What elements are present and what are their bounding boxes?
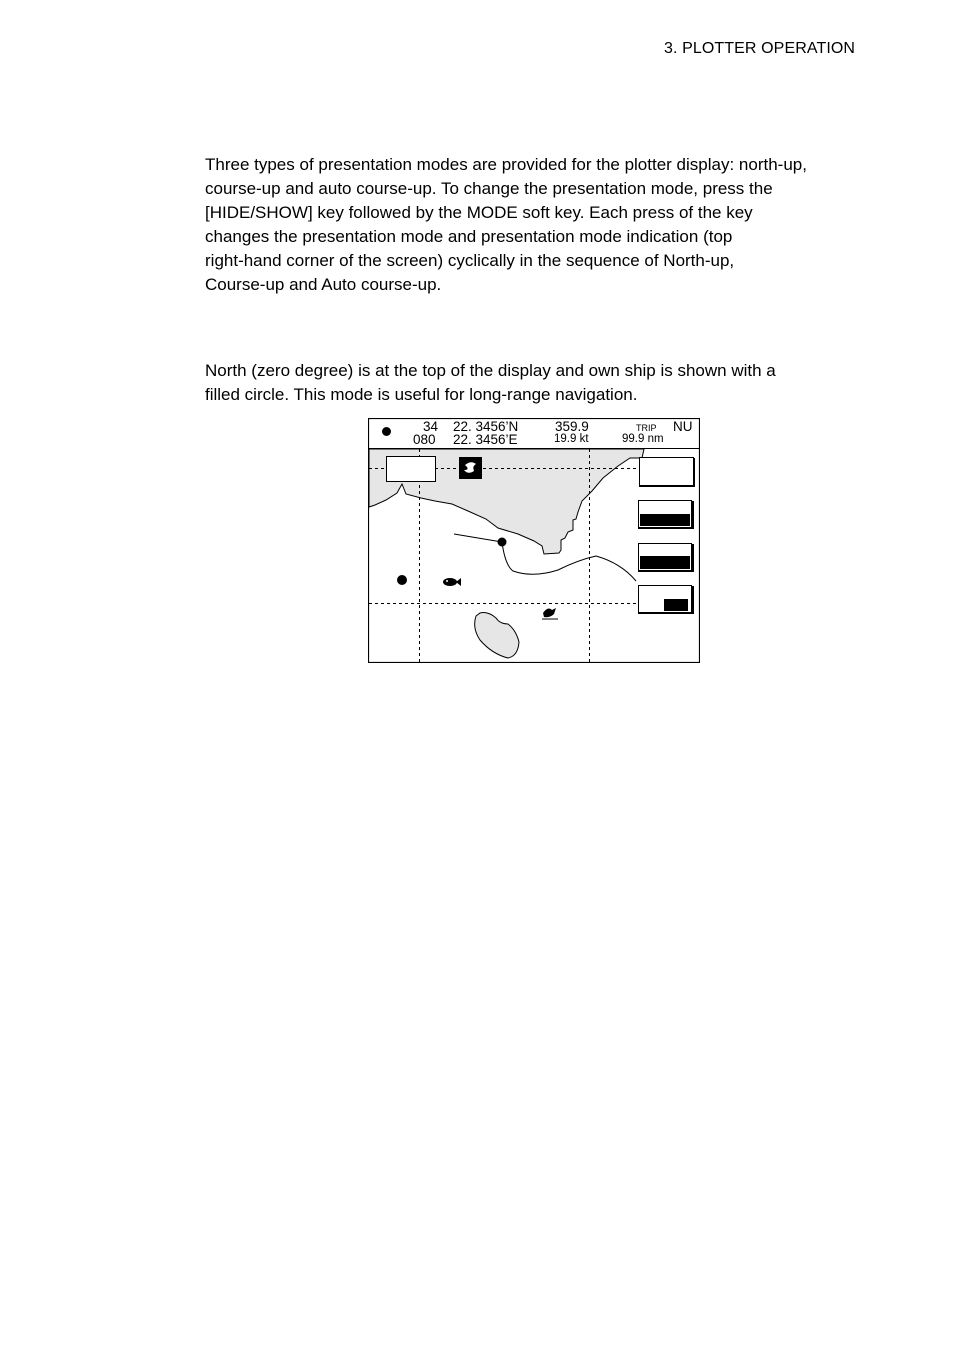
soft-key-3 bbox=[638, 544, 693, 572]
text-line: North (zero degree) is at the top of the display and own ship is shown with a bbox=[205, 361, 776, 380]
text-line: [HIDE/SHOW] key followed by the MODE soft key. Each press of the key bbox=[205, 203, 753, 222]
text-line: course-up and auto course-up. To change the presentation mode, press the bbox=[205, 179, 773, 198]
text-line: filled circle. This mode is useful for long-range navigation. bbox=[205, 385, 638, 404]
north-up-paragraph bbox=[205, 359, 865, 407]
mark-icon bbox=[459, 457, 482, 479]
mode-indication: NU bbox=[673, 419, 693, 434]
trip-label: TRIP bbox=[636, 423, 657, 433]
soft-key-2 bbox=[638, 501, 693, 529]
text-line: Course-up and Auto course-up. bbox=[205, 275, 442, 294]
trip-distance: 99.9 nm bbox=[622, 433, 664, 445]
plotter-drawing bbox=[368, 418, 700, 663]
course-readout: 359.9 bbox=[555, 419, 589, 434]
intro-paragraph bbox=[205, 153, 865, 297]
position-fix-icon bbox=[382, 427, 391, 436]
text-line: Three types of presentation modes are provided for the plotter display: north-up, bbox=[205, 155, 807, 174]
own-ship-dot-icon bbox=[397, 575, 407, 585]
waypoint-icon bbox=[498, 538, 507, 547]
latitude-degrees: 34 bbox=[423, 419, 439, 434]
cursor-info-box bbox=[387, 457, 436, 482]
speed-readout: 19.9 kt bbox=[554, 433, 589, 445]
latitude-minutes: 22. 3456’N bbox=[453, 419, 519, 434]
plotter-screen-illustration bbox=[368, 418, 700, 663]
text-line: right-hand corner of the screen) cyclically in the sequence of North-up, bbox=[205, 251, 735, 270]
longitude-degrees: 080 bbox=[413, 432, 436, 447]
soft-key-4 bbox=[638, 586, 693, 614]
longitude-minutes: 22. 3456’E bbox=[453, 432, 518, 447]
soft-key-1 bbox=[639, 458, 694, 487]
section-header: 3. PLOTTER OPERATION bbox=[664, 40, 856, 57]
text-line: changes the presentation mode and presentation mode indication (top bbox=[205, 227, 733, 246]
